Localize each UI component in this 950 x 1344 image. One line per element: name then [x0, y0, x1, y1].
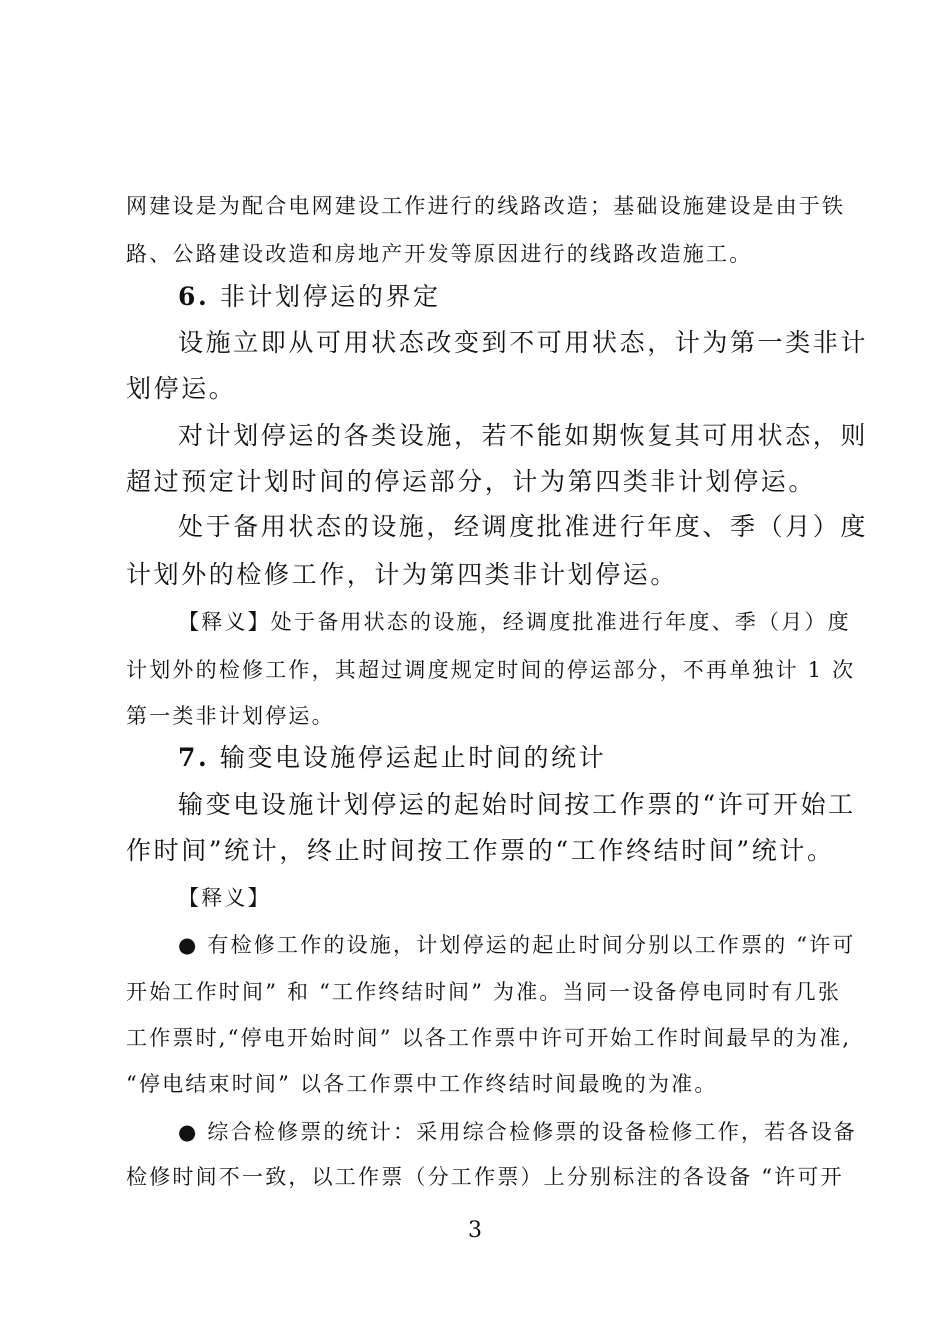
annotation-line: “停电结束时间” 以各工作票中工作终结时间最晚的为准。 [126, 1072, 718, 1096]
annotation-line: 【释义】处于备用状态的设施，经调度批准进行年度、季（月）度 [178, 610, 851, 634]
section-heading-6 [178, 284, 441, 309]
page-number: 3 [468, 1218, 482, 1243]
bullet-line: ● 有检修工作的设施，计划停运的起止时间分别以工作票的 “许可 [178, 933, 856, 957]
annotation-line: 检修时间不一致，以工作票（分工作票）上分别标注的各设备 “许可开 [126, 1165, 844, 1189]
annotation-line: 第一类非计划停运。 [126, 704, 335, 728]
annotation-line: 计划外的检修工作，其超过调度规定时间的停运部分，不再单独计 1 次 [126, 658, 856, 682]
paragraph-line: 网建设是为配合电网建设工作进行的线路改造；基础设施建设是由于铁 [126, 194, 846, 218]
paragraph-line: 路、公路建设改造和房地产开发等原因进行的线路改造施工。 [126, 242, 753, 266]
paragraph-line: 设施立即从可用状态改变到不可用状态，计为第一类非计 [178, 328, 869, 357]
annotation-label: 【释义】 [178, 886, 271, 910]
paragraph-line: 输变电设施计划停运的起始时间按工作票的“许可开始工 [178, 790, 856, 819]
paragraph-line: 计划外的检修工作，计为第四类非计划停运。 [126, 560, 679, 589]
section-title: 非计划停运的界定 [219, 282, 441, 311]
paragraph-line: 超过预定计划时间的停运部分，计为第四类非计划停运。 [126, 467, 817, 496]
section-title: 输变电设施停运起止时间的统计 [219, 743, 607, 772]
paragraph-line: 处于备用状态的设施，经调度批准进行年度、季（月）度 [178, 512, 869, 541]
annotation-line: 工作票时,“停电开始时间” 以各工作票中许可开始工作时间最早的为准, [126, 1026, 852, 1050]
paragraph-line: 对计划停运的各类设施，若不能如期恢复其可用状态，则 [178, 421, 869, 450]
section-number: 7. [178, 743, 210, 772]
paragraph-line: 划停运。 [126, 374, 237, 403]
section-heading-7 [178, 745, 606, 770]
paragraph-line: 作时间”统计，终止时间按工作票的“工作终结时间”统计。 [126, 836, 835, 865]
bullet-line: ● 综合检修票的统计：采用综合检修票的设备检修工作，若各设备 [178, 1120, 857, 1144]
annotation-line: 开始工作时间” 和 “工作终结时间” 为准。当同一设备停电同时有几张 [126, 980, 842, 1004]
section-number: 6. [178, 282, 210, 311]
